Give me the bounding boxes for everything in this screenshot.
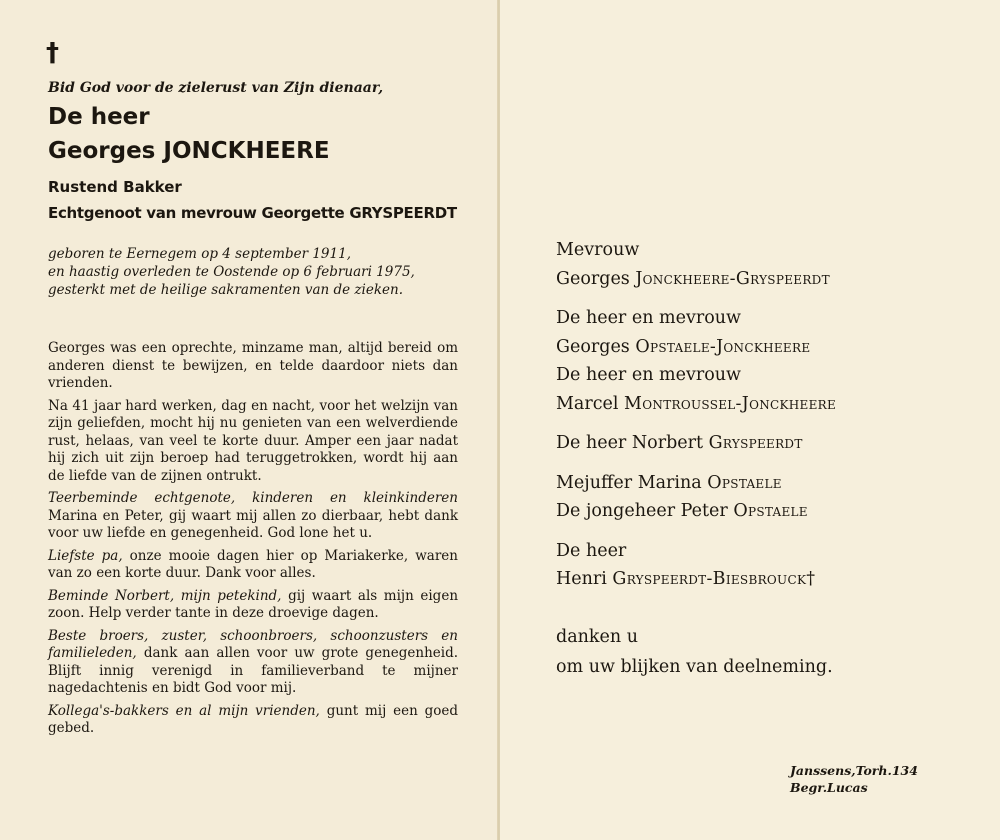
family-line — [556, 469, 976, 498]
title-line-1: De heer — [48, 104, 150, 130]
family-surname: Montroussel-Jonckheere — [624, 393, 837, 414]
family-line — [556, 429, 976, 458]
family-prefix: Georges — [556, 336, 636, 357]
family-line — [556, 333, 976, 362]
paragraph-text: dank aan allen voor uw grote genegenheid. Blijft innig verenigd in familieverband te mijner nagedachtenis en bidt God voor mij. — [48, 645, 458, 696]
family-surname: Jonckheere-Gryspeerdt — [635, 268, 830, 289]
family-line — [556, 265, 976, 294]
paragraph — [48, 703, 458, 738]
paragraph-text: Marina en Peter, gij waart mij allen zo dierbaar, hebt dank voor uw liefde en genegenheid. God lone het u. — [48, 507, 458, 541]
paragraph — [48, 588, 458, 623]
family-line — [556, 361, 976, 390]
left-panel — [0, 0, 498, 840]
family-line — [556, 304, 976, 333]
paragraph-lead: Liefste pa, — [48, 547, 123, 564]
family-prefix: Georges — [556, 268, 636, 289]
paragraph-text: gunt mij een goed gebed. — [48, 702, 459, 736]
birth-death-block — [48, 245, 468, 299]
thanks-block — [556, 622, 833, 682]
paragraph — [48, 398, 458, 486]
paragraph-text: Georges was een oprechte, minzame man, altijd bereid om anderen dienst te bewijzen, en telde daardoor niets dan vrienden. — [48, 340, 458, 391]
family-surname: Gryspeerdt — [708, 433, 803, 453]
family-prefix: Mevrouw — [556, 240, 640, 260]
paragraph-lead: Kollega's-bakkers en al mijn vrienden, — [48, 702, 320, 719]
thanks-line-1: danken u — [556, 627, 638, 647]
spacer — [556, 458, 976, 469]
family-line — [556, 537, 976, 566]
family-line — [556, 565, 976, 594]
printer-line-2: Begr.Lucas — [790, 780, 868, 795]
family-prefix: De heer en mevrouw — [556, 365, 742, 385]
spouse-line: Echtgenoot van mevrouw Georgette GRYSPEERDT — [48, 204, 457, 222]
family-line — [556, 236, 976, 265]
family-prefix: De heer en mevrouw — [556, 308, 742, 328]
paragraph — [48, 490, 458, 543]
family-surname: Opstaele-Jonckheere — [635, 336, 811, 357]
paragraph-text: Na 41 jaar hard werken, dag en nacht, voor het welzijn van zijn geliefden, mocht hij nu genieten van een welverdiende rust, helaas, van veel te korte duur. Amper een jaar nadat hij zich uit zijn beroep had teruggetrokken, wordt hij aan de liefde van de zijnen ontrukt. — [48, 397, 458, 484]
family-prefix: Henri — [556, 569, 613, 589]
sacraments-line: gesterkt met de heilige sakramenten van de zieken. — [48, 282, 404, 298]
spacer — [556, 418, 976, 429]
paragraph-text: onze mooie dagen hier op Mariakerke, waren van zo een korte duur. Dank voor alles. — [48, 547, 458, 581]
spacer — [556, 526, 976, 537]
printer-line-1: Janssens,Torh.134 — [790, 763, 918, 778]
family-surname: Gryspeerdt-Biesbrouck† — [612, 569, 816, 589]
birth-line: geboren te Eernegem op 4 september 1911, — [48, 246, 351, 262]
cross-icon: † — [46, 38, 59, 68]
paragraph-lead: Beminde Norbert, mijn petekind, — [48, 587, 282, 604]
deceased-name: Georges JONCKHEERE — [48, 138, 330, 164]
family-surname: Opstaele — [707, 472, 782, 493]
family-line — [556, 390, 976, 419]
thanks-line-2: om uw blijken van deelneming. — [556, 657, 833, 677]
printer-imprint — [790, 762, 918, 796]
family-prefix: Mejuffer Marina — [556, 472, 708, 493]
spacer — [556, 293, 976, 304]
paragraph-lead: Beste broers, zuster, schoonbroers, schoonzusters en familieleden, — [48, 627, 458, 661]
paragraph-lead: Teerbeminde echtgenote, kinderen en kleinkinderen — [48, 490, 458, 506]
paragraph — [48, 340, 458, 393]
death-line: en haastig overleden te Oostende op 6 februari 1975, — [48, 264, 415, 280]
family-surname: Opstaele — [733, 501, 808, 521]
eulogy-text — [48, 340, 458, 743]
family-list — [556, 236, 976, 594]
family-prefix: De heer Norbert — [556, 433, 709, 453]
family-prefix: Marcel — [556, 393, 625, 414]
paragraph-text: gij waart als mijn eigen zoon. Help verder tante in deze droevige dagen. — [48, 587, 459, 621]
family-prefix: De heer — [556, 540, 627, 561]
intro-prayer: Bid God voor de zielerust van Zijn dienaar, — [48, 80, 384, 96]
family-prefix: De jongeheer Peter — [556, 501, 734, 521]
occupation: Rustend Bakker — [48, 178, 182, 196]
paragraph — [48, 628, 458, 698]
paragraph — [48, 548, 458, 583]
family-line — [556, 497, 976, 526]
